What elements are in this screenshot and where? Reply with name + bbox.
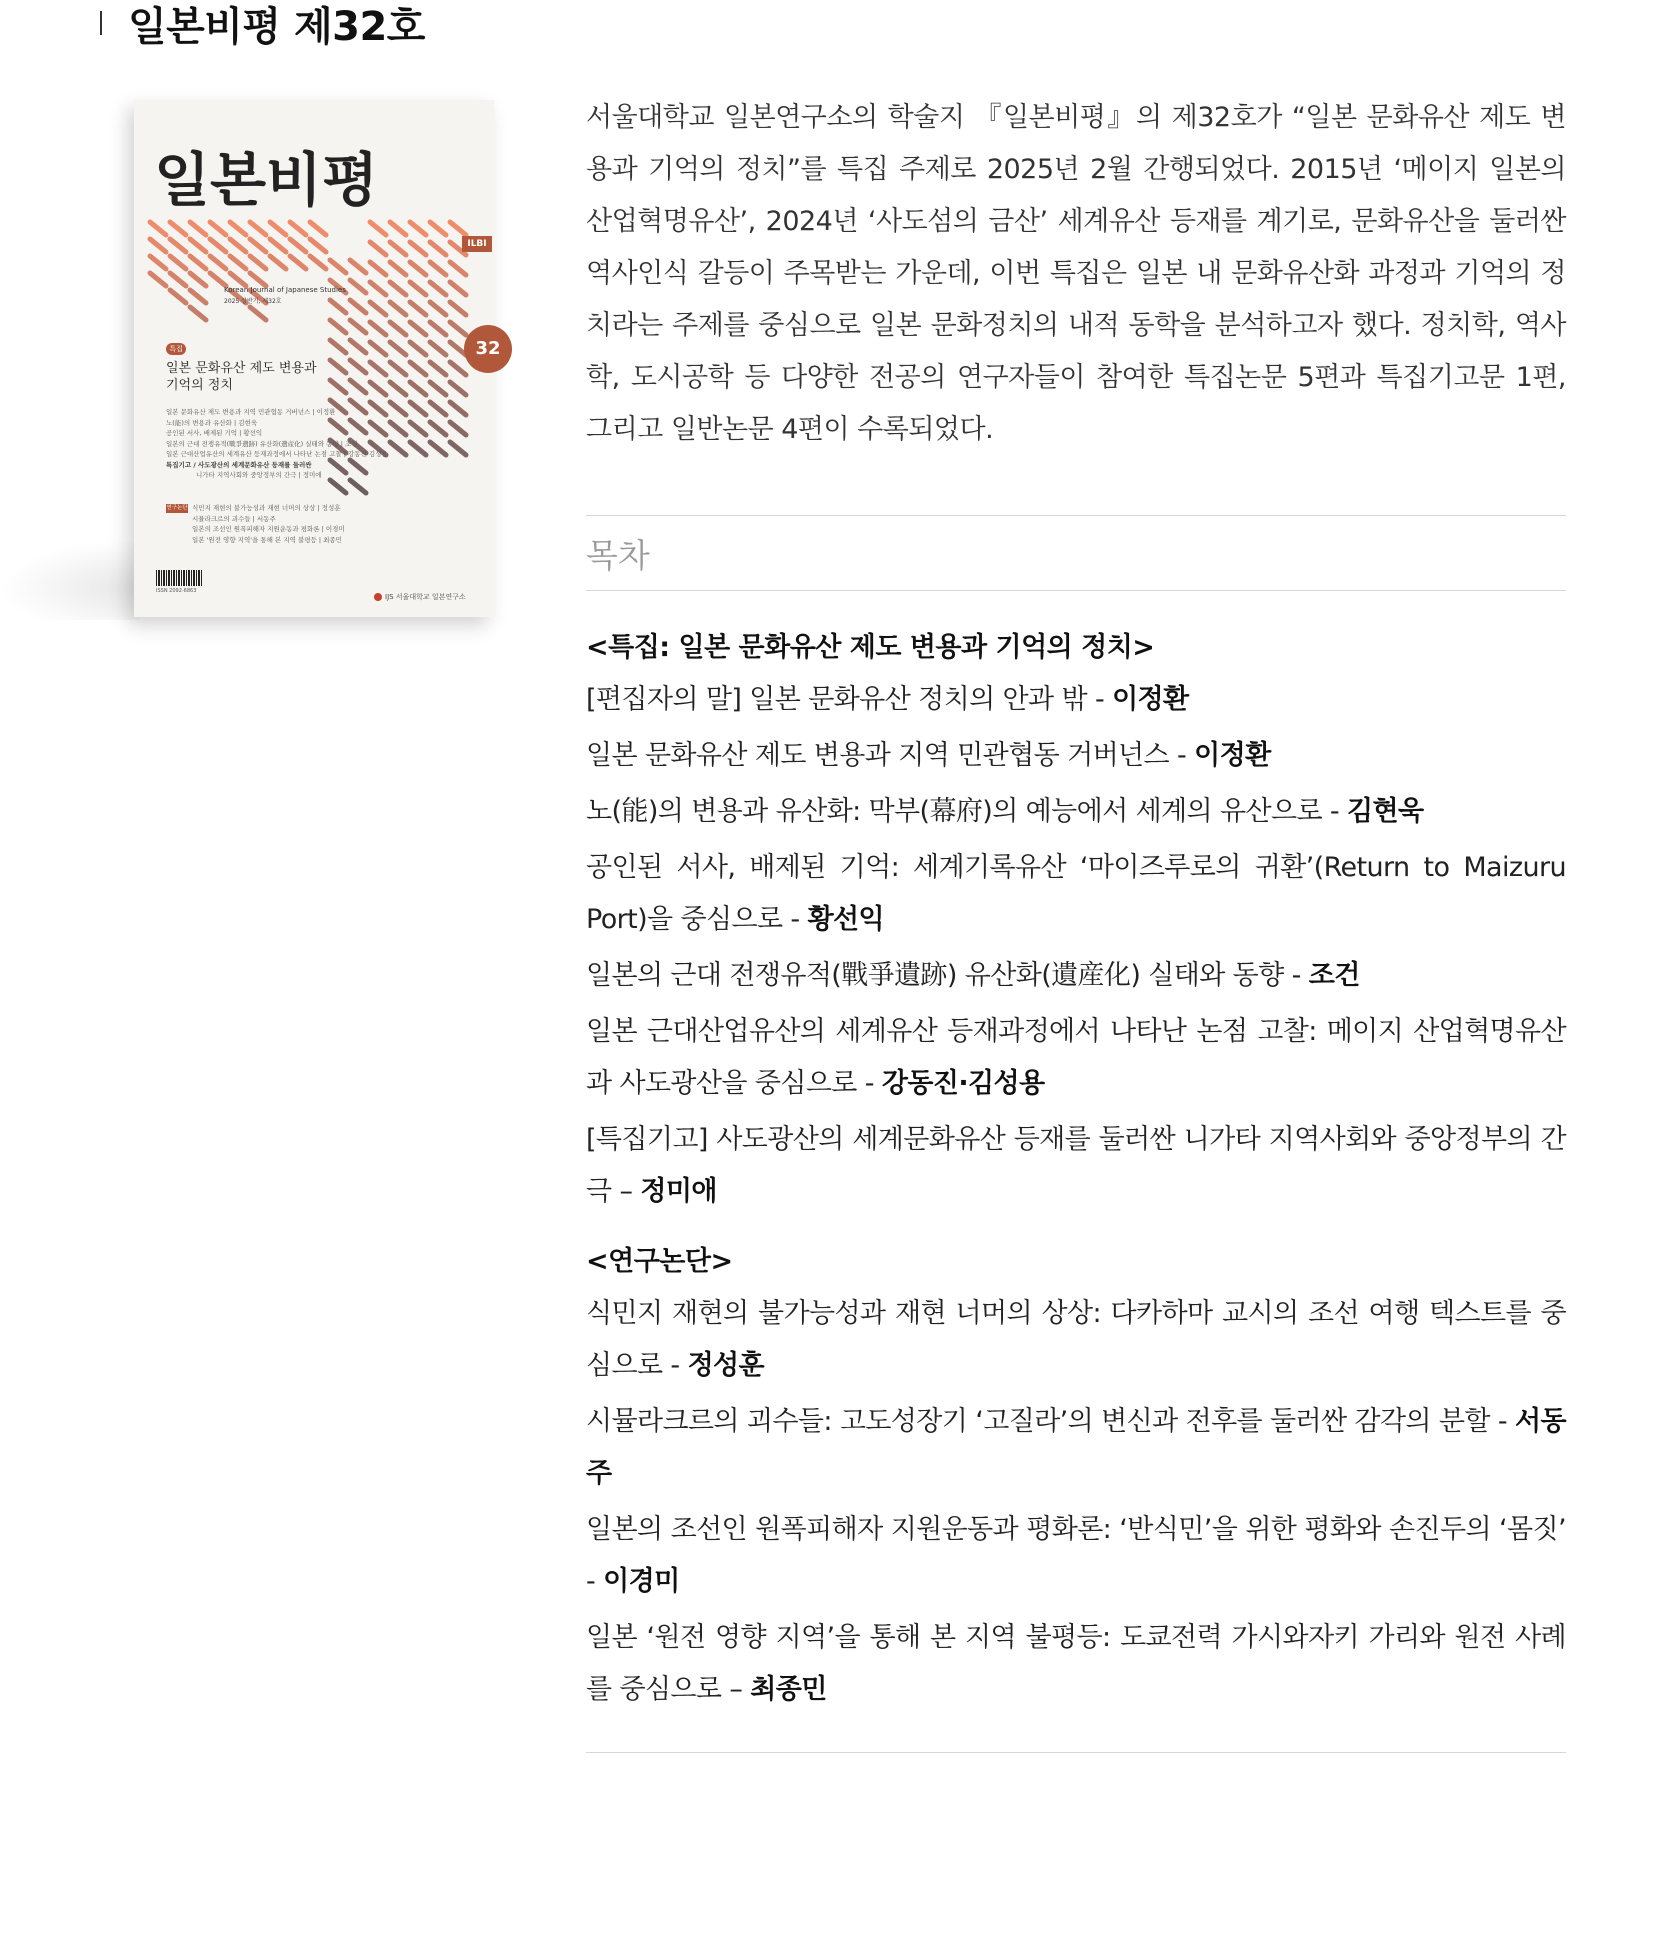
cover-stripe bbox=[290, 256, 306, 269]
cover-stripe bbox=[370, 322, 386, 335]
barcode-icon bbox=[156, 570, 202, 586]
cover-stripe bbox=[390, 402, 406, 415]
cover-research-tag: 연구논단 bbox=[166, 505, 188, 511]
toc-entry bbox=[586, 1006, 1566, 1110]
cover-stripe bbox=[230, 273, 246, 286]
cover-stripe bbox=[210, 273, 226, 286]
page-title: 일본비평 제32호 bbox=[128, 3, 425, 50]
cover-stripe bbox=[450, 262, 466, 275]
cover-stripe bbox=[250, 273, 266, 286]
publisher-logo-icon bbox=[374, 593, 382, 601]
cover-stripe bbox=[410, 302, 426, 315]
cover-stripe bbox=[410, 342, 426, 355]
cover-stripe bbox=[430, 322, 446, 335]
cover-stripe bbox=[450, 382, 466, 395]
cover-stripe bbox=[170, 239, 186, 252]
intro-paragraph: 서울대학교 일본연구소의 학술지 『일본비평』의 제32호가 “일본 문화유산 제도 변용과 기억의 정치”를 특집 주제로 2025년 2월 간행되었다. 2015년 ‘메이지 일본의 산업혁명유산’, 2024년 ‘사도섬의 금산’ 세계유산 등재를 계기로, 문화유산을 둘러싼 역사인식 갈등이 주목받는 가운데, 이번 특집은 일본 내 문화유산화 과정과 기억의 정치라는 주제를 중심으로 일본 문화정치의 내적 동학을 분석하고자 했다. 정치학, 역사학, 도시공학 등 다양한 전공의 연구자들이 참여한 특집논문 5편과 특집기고문 1편, 그리고 일반논문 4편이 수록되었다. bbox=[586, 102, 1566, 445]
cover-stripe bbox=[390, 422, 406, 435]
cover-stripe bbox=[250, 222, 266, 235]
cover-toc-line: 일본 근대산업유산의 세계유산 등재과정에서 나타난 논점 고찰 | 강동진·김성용 bbox=[166, 450, 388, 458]
cover-stripe bbox=[270, 256, 286, 269]
toc-label-divider bbox=[586, 590, 1566, 591]
cover-stripe bbox=[430, 402, 446, 415]
cover-stripe bbox=[390, 442, 406, 455]
cover-stripe bbox=[230, 222, 246, 235]
toc-entry bbox=[586, 1612, 1566, 1716]
cover-stripe bbox=[430, 362, 446, 375]
cover-stripe bbox=[150, 222, 166, 235]
cover-stripe bbox=[250, 307, 266, 320]
cover-stripe bbox=[410, 382, 426, 395]
cover-stripe bbox=[410, 362, 426, 375]
cover-stripe bbox=[250, 256, 266, 269]
cover-stripe bbox=[370, 302, 386, 315]
cover-stripe bbox=[390, 342, 406, 355]
cover-special-heading bbox=[166, 360, 317, 394]
toc-entry-title: 일본 문화유산 제도 변용과 지역 민관협동 거버넌스 - bbox=[586, 740, 1195, 771]
toc-entry-author: 이정환 bbox=[1112, 684, 1189, 715]
cover-stripe bbox=[350, 300, 366, 313]
cover-stripe bbox=[350, 360, 366, 373]
cover-stripe bbox=[430, 422, 446, 435]
cover-stripe bbox=[390, 322, 406, 335]
toc-top-divider bbox=[586, 515, 1566, 516]
cover-heading-line1: 일본 문화유산 제도 변용과 bbox=[166, 361, 317, 376]
cover-stripe bbox=[290, 222, 306, 235]
cover-stripe bbox=[410, 222, 426, 235]
research-section-heading: <연구논단> bbox=[586, 1246, 733, 1277]
cover-stripe bbox=[190, 239, 206, 252]
cover-stripe bbox=[170, 222, 186, 235]
cover-stripe bbox=[370, 342, 386, 355]
cover-stripe bbox=[410, 442, 426, 455]
cover-stripe bbox=[430, 382, 446, 395]
toc-entry bbox=[586, 1288, 1566, 1392]
cover-stripe bbox=[450, 302, 466, 315]
cover-stripe bbox=[450, 282, 466, 295]
cover-publisher-text: IJS 서울대학교 일본연구소 bbox=[385, 593, 466, 601]
special-section-heading: <특집: 일본 문화유산 제도 변용과 기억의 정치> bbox=[586, 632, 1155, 663]
table-of-contents bbox=[586, 622, 1566, 1720]
cover-stripe bbox=[230, 239, 246, 252]
cover-stripe bbox=[310, 256, 326, 269]
title-divider bbox=[100, 11, 102, 35]
cover-stripe bbox=[410, 402, 426, 415]
cover-stripe bbox=[370, 262, 386, 275]
cover-stripe bbox=[430, 302, 446, 315]
section-gap bbox=[586, 1222, 1566, 1236]
cover-stripe bbox=[410, 422, 426, 435]
cover-stripe bbox=[450, 322, 466, 335]
cover-stripe bbox=[190, 256, 206, 269]
cover-stripe bbox=[390, 282, 406, 295]
cover-stripe bbox=[270, 222, 286, 235]
cover-stripe bbox=[210, 256, 226, 269]
toc-bottom-divider bbox=[586, 1752, 1566, 1753]
cover-stripe bbox=[370, 242, 386, 255]
cover-stripe bbox=[390, 382, 406, 395]
cover-area bbox=[0, 100, 500, 620]
cover-subtitle-en: Korean Journal of Japanese Studies bbox=[224, 286, 346, 294]
cover-research-line: 시뮬라크르의 괴수들 | 서동주 bbox=[192, 514, 276, 523]
cover-stripe bbox=[350, 380, 366, 393]
toc-entry-author: 이경미 bbox=[603, 1566, 680, 1597]
cover-stripe bbox=[430, 282, 446, 295]
toc-entry-title: 식민지 재현의 불가능성과 재현 너머의 상상: 다카하마 교시의 조선 여행 텍스트를 중심으로 - bbox=[586, 1298, 1566, 1381]
cover-stripe bbox=[430, 262, 446, 275]
cover-stripe bbox=[330, 480, 346, 493]
toc-entry bbox=[586, 730, 1566, 782]
toc-entry-title: 공인된 서사, 배제된 기억: 세계기록유산 ‘마이즈루로의 귀환’(Return to Maizuru Port)을 중심으로 - bbox=[586, 852, 1566, 935]
cover-stripe bbox=[370, 362, 386, 375]
cover-stripe bbox=[350, 340, 366, 353]
cover-stripe bbox=[150, 256, 166, 269]
page-title-bar bbox=[100, 0, 425, 50]
cover-stripe bbox=[190, 222, 206, 235]
toc-entry-author: 황선익 bbox=[807, 904, 885, 935]
cover-stripe bbox=[250, 239, 266, 252]
cover-stripe bbox=[390, 262, 406, 275]
cover-stripe bbox=[330, 360, 346, 373]
cover-logo-badge: ILBI bbox=[462, 236, 492, 252]
toc-entry-title: 일본의 조선인 원폭피해자 지원운동과 평화론: ‘반식민’을 위한 평화와 손진두의 ‘몸짓’ - bbox=[586, 1514, 1566, 1597]
cover-logo-text: 일본비평 bbox=[154, 146, 379, 214]
cover-stripe bbox=[350, 260, 366, 273]
toc-label: 목차 bbox=[586, 536, 650, 575]
cover-stripe bbox=[170, 273, 186, 286]
cover-toc-special-line: 니가타 지역사회와 중앙정부의 간극 | 정미애 bbox=[196, 471, 322, 479]
cover-stripe bbox=[310, 222, 326, 235]
cover-toc-special-line: 특집기고 / 사도광산의 세계문화유산 등재를 둘러싼 bbox=[166, 460, 312, 469]
cover-issue-number: 32 bbox=[464, 325, 512, 373]
cover-stripe bbox=[190, 307, 206, 320]
cover-research-line: 일본의 조선인 원폭피해자 지원운동과 평화론 | 이경미 bbox=[192, 525, 345, 533]
toc-entry-author: 서동주 bbox=[586, 1406, 1566, 1489]
cover-stripe bbox=[390, 242, 406, 255]
toc-entry-title: [편집자의 말] 일본 문화유산 정치의 안과 밖 - bbox=[586, 684, 1113, 715]
cover-toc bbox=[166, 407, 388, 481]
toc-entry-author: 정미애 bbox=[640, 1176, 717, 1207]
toc-entry-title: 시뮬라크르의 괴수들: 고도성장기 ‘고질라’의 변신과 전후를 둘러싼 감각의 분할 - bbox=[586, 1406, 1516, 1437]
toc-entry bbox=[586, 842, 1566, 946]
cover-toc-line: 일본의 근대 전쟁유적(戰爭遺跡) 유산화(遺産化) 실태와 동향 | 조건 bbox=[166, 439, 358, 448]
cover-stripe bbox=[210, 222, 226, 235]
cover-stripe bbox=[330, 320, 346, 333]
cover-research-list bbox=[192, 503, 345, 545]
cover-stripe bbox=[430, 342, 446, 355]
cover-stripe bbox=[430, 222, 446, 235]
toc-entry-title: 일본 ‘원전 영향 지역’을 통해 본 지역 불평등: 도쿄전력 가시와자키 가리와 원전 사례를 중심으로 – bbox=[586, 1622, 1566, 1705]
cover-isbn: ISSN 2092-6863 bbox=[156, 588, 197, 594]
toc-entry-author: 이정환 bbox=[1194, 740, 1271, 771]
cover-stripe bbox=[350, 280, 366, 293]
toc-entry-author: 강동진·김성용 bbox=[881, 1068, 1045, 1099]
cover-stripe bbox=[430, 242, 446, 255]
toc-entry-title: [특집기고] 사도광산의 세계문화유산 등재를 둘러싼 니가타 지역사회와 중앙정부의 간극 – bbox=[586, 1124, 1566, 1207]
cover-stripe bbox=[370, 222, 386, 235]
cover-stripe bbox=[330, 260, 346, 273]
cover-stripe bbox=[330, 380, 346, 393]
toc-entry bbox=[586, 950, 1566, 1002]
cover-subtitle-issue: 2025 상반기, 제32호 bbox=[224, 298, 282, 305]
cover-stripe bbox=[150, 239, 166, 252]
cover-toc-line: 노(能)의 변용과 유산화 | 김현욱 bbox=[166, 418, 258, 427]
cover-stripe bbox=[450, 222, 466, 235]
cover-toc-line: 공인된 서사, 배제된 기억 | 황선익 bbox=[166, 429, 263, 437]
cover-publisher bbox=[374, 592, 466, 602]
cover-toc-line: 일본 문화유산 제도 변용과 지역 민관협동 거버넌스 | 이정환 bbox=[166, 408, 336, 416]
cover-stripe bbox=[410, 262, 426, 275]
toc-entry bbox=[586, 674, 1566, 726]
cover-stripe bbox=[430, 442, 446, 455]
cover-stripe bbox=[330, 340, 346, 353]
cover-stripe bbox=[390, 302, 406, 315]
toc-entry bbox=[586, 1396, 1566, 1500]
cover-stripe bbox=[290, 239, 306, 252]
cover-heading-line2: 기억의 정치 bbox=[166, 378, 233, 393]
toc-entry-title: 노(能)의 변용과 유산화: 막부(幕府)의 예능에서 세계의 유산으로 - bbox=[586, 796, 1348, 827]
cover-stripe bbox=[410, 322, 426, 335]
cover-stripe bbox=[150, 273, 166, 286]
cover-special-tag: 특집 bbox=[166, 343, 186, 355]
cover-stripe bbox=[390, 362, 406, 375]
cover-research-line: 일본 '원전 영향 지역'을 통해 본 지역 불평등 | 최종민 bbox=[192, 535, 342, 544]
cover-stripe bbox=[410, 242, 426, 255]
cover-stripe bbox=[410, 282, 426, 295]
cover-stripe bbox=[330, 300, 346, 313]
toc-entry bbox=[586, 786, 1566, 838]
cover-stripe bbox=[170, 256, 186, 269]
cover-stripe bbox=[230, 256, 246, 269]
toc-entry bbox=[586, 1504, 1566, 1608]
cover-stripe bbox=[370, 282, 386, 295]
cover-stripe bbox=[190, 290, 206, 303]
cover-stripe bbox=[170, 290, 186, 303]
toc-entry bbox=[586, 1114, 1566, 1218]
cover-stripe bbox=[370, 382, 386, 395]
cover-research-line: 식민지 재현의 불가능성과 재현 너머의 상상 | 정성훈 bbox=[192, 504, 341, 512]
cover-stripe bbox=[350, 320, 366, 333]
toc-entry-author: 조건 bbox=[1308, 960, 1360, 991]
toc-entry-author: 김현욱 bbox=[1347, 796, 1424, 827]
cover-stripe bbox=[210, 239, 226, 252]
cover-stripe bbox=[350, 480, 366, 493]
cover-stripe bbox=[450, 442, 466, 455]
cover-stripe bbox=[270, 239, 286, 252]
toc-entry-author: 정성훈 bbox=[687, 1350, 765, 1381]
cover-stripe bbox=[190, 273, 206, 286]
toc-entry-title: 일본의 근대 전쟁유적(戰爭遺跡) 유산화(遺産化) 실태와 동향 - bbox=[586, 960, 1309, 991]
cover-stripe bbox=[450, 402, 466, 415]
journal-cover-image bbox=[134, 100, 501, 617]
cover-stripe bbox=[310, 239, 326, 252]
cover-stripe bbox=[450, 362, 466, 375]
cover-stripe bbox=[450, 422, 466, 435]
cover-stripe bbox=[390, 222, 406, 235]
toc-entry-author: 최종민 bbox=[750, 1674, 827, 1705]
toc-entry-title: 일본 근대산업유산의 세계유산 등재과정에서 나타난 논점 고찰: 메이지 산업혁명유산과 사도광산을 중심으로 - bbox=[586, 1016, 1566, 1099]
cover-shadow bbox=[0, 540, 140, 620]
